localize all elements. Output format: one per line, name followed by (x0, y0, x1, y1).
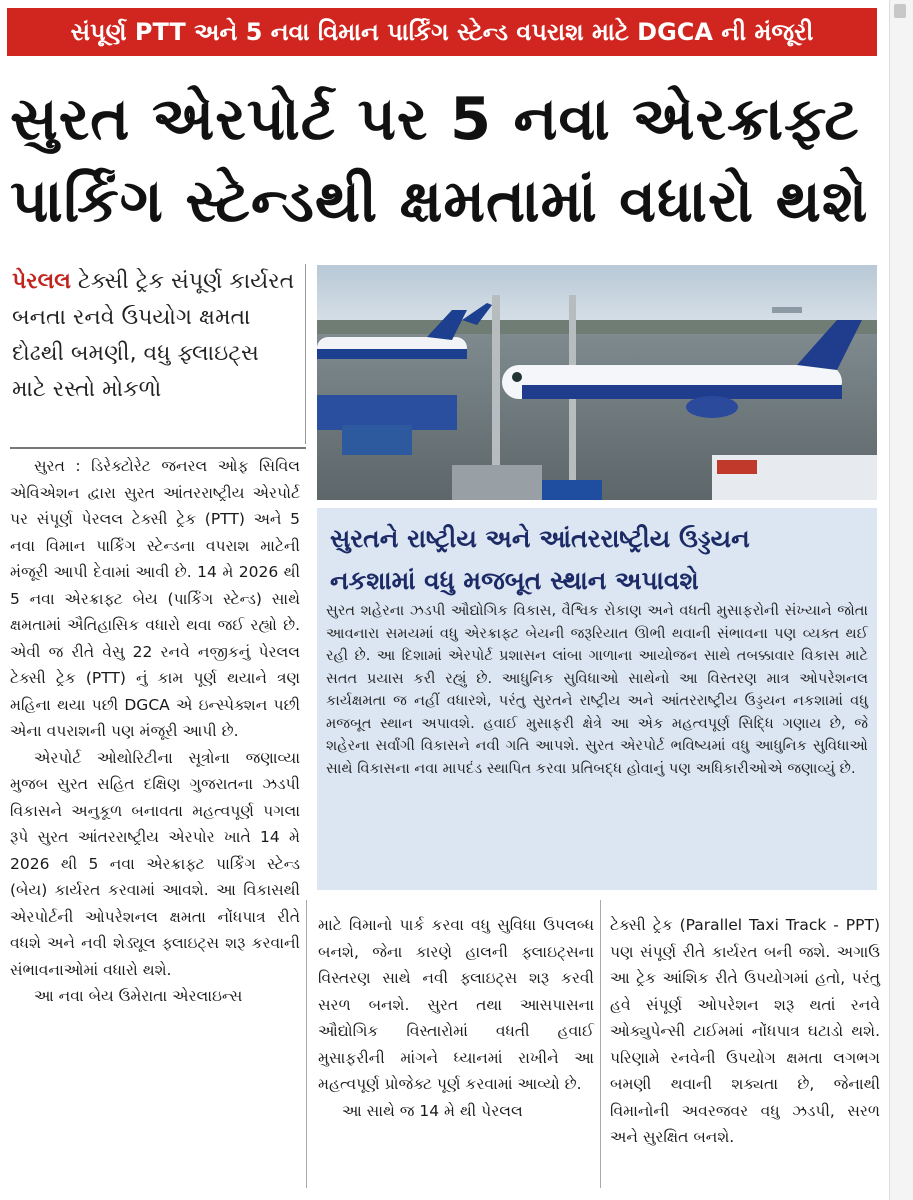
headline-line-2: પાર્કિંગ સ્ટેન્ડથી ક્ષમતામાં વધારો થશે (10, 166, 869, 235)
deck-lead-word: પેરલલ (12, 269, 71, 294)
body-paragraph: આ સાથે જ 14 મે થી પેરલલ (342, 1101, 523, 1120)
body-paragraph: માટે વિમાનો પાર્ક કરવા વધુ સુવિધા ઉપલબ્ધ બનશે, જેના કારણે હાલની ફ્લાઇટ્સના વિસ્તરણ સાથે નવી ફ્લાઇટ્સ શરૂ કરવી સરળ બનશે. સુરત તથા આસપાસના ઔદ્યોગિક વિસ્તારોમાં વધતી હવાઈ મુસાફરીની માંગને ધ્યાનમાં રાખીને આ મહત્વપૂર્ણ પ્રોજેક્ટ પૂર્ણ કરવામાં આવ્યો છે. (318, 916, 594, 1093)
box-text: સુરત શહેરના ઝડપી ઔદ્યોગિક વિકાસ, વૈશ્વિક રોકાણ અને વધતી મુસાફરોની સંખ્યાને જોતા આવનારા સમયમાં વધુ એરક્રાફ્ટ બેયની જરૂરિયાત ઊભી થવાની સંભાવના પણ વ્યક્ત થઈ રહી છે. આ દિશામાં એરપોર્ટ પ્રશાસન લાંબા ગાળાના આયોજન સાથે તબક્કાવાર વિકાસ માટે સતત પ્રયાસ કરી રહ્યું છે. આધુનિક સુવિધાઓ સાથેનો આ વિસ્તરણ માત્ર ઓપરેશનલ કાર્યક્ષમતા જ નહીં વધારશે, પરંતુ સુરતને રાષ્ટ્રીય અને આંતરરાષ્ટ્રીય ઉડ્ડયન નકશામાં વધુ મજબૂત સ્થાન અપાવશે. હવાઈ મુસાફરી ક્ષેત્રે આ એક મહત્વપૂર્ણ સિદ્ધિ ગણાય છે, જે શહેરના સર્વાંગી વિકાસને નવી ગતિ આપશે. સુરત એરપોર્ટ ભવિષ્યમાં વધુ આધુનિક સુવિધાઓ સાથે વિકાસના નવા માપદંડ સ્થાપિત કરવા પ્રતિબદ્ધ હોવાનું પણ અધિકારીઓએ જણાવ્યું છે. (326, 602, 868, 777)
column-divider (600, 900, 601, 1188)
body-paragraph: આ નવા બેય ઉમેરાતા એરલાઇન્સ (34, 987, 243, 1005)
deck-text: ટેક્સી ટ્રેક સંપૂર્ણ કાર્યરત બનતા રનવે ઉપયોગ ક્ષમતા દોઢથી બમણી, વધુ ફ્લાઇટ્સ માટે રસ્તો મોકળો (12, 269, 295, 402)
headline-line-1: સુરત એરપોર્ટ પર 5 નવા એરક્રાફ્ટ (10, 84, 860, 153)
body-paragraph: સુરત : ડિરેક્ટોરેટ જનરલ ઓફ સિવિલ એવિએશન દ્વારા સુરત આંતરરાષ્ટ્રીય એરપોર્ટ પર સંપૂર્ણ પેરલલ ટેક્સી ટ્રેક (PTT) અને 5 નવા વિમાન પાર્કિંગ સ્ટેન્ડના વપરાશ માટેની મંજૂરી આપી દેવામાં આવી છે. 14 મે 2026 થી 5 નવા એરક્રાફ્ટ બેય (પાર્કિંગ સ્ટેન્ડ) સાથે ક્ષમતામાં ઐતિહાસિક વધારો થવા જઈ રહ્યો છે. એવી જ રીતે વેસુ 22 રનવે નજીકનું પેરલલ ટેક્સી ટ્રેક (PTT) નું કામ પૂર્ણ થયાને ત્રણ મહિના થયા પછી DGCA એ ઇન્સ્પેક્શન પછી એના વપરાશની પણ મંજૂરી આપી છે. (10, 457, 300, 740)
deck-divider (305, 264, 306, 444)
headline (10, 78, 900, 242)
airport-apron-photo (317, 265, 877, 500)
body-paragraph: ટેક્સી ટ્રેક (Parallel Taxi Track - PPT) પણ સંપૂર્ણ રીતે કાર્યરત બની જશે. અગાઉ આ ટ્રેક આંશિક રીતે ઉપયોગમાં હતો, પરંતુ હવે સંપૂર્ણ ઓપરેશન શરૂ થતાં રનવે ઓક્યુપેન્સી ટાઈમમાં નોંધપાત્ર ઘટાડો થશે. પરિણામે રનવેની ઉપયોગ ક્ષમતા લગભગ બમણી થવાની શક્યતા છે, જેનાથી વિમાનોની અવરજવર વધુ ઝડપી, સરળ અને સુરક્ષિત બનશે. (610, 916, 880, 1146)
scrollbar[interactable] (889, 0, 913, 1200)
deck-bottom-rule (10, 447, 306, 449)
column-divider (306, 900, 307, 1188)
box-title-line-2: નકશામાં વધુ મજબૂત સ્થાન અપાવશે (330, 566, 699, 595)
box-title-line-1: સુરતને રાષ્ટ્રીય અને આંતરરાષ્ટ્રીય ઉડ્ડયન (330, 524, 750, 553)
scrollbar-thumb[interactable] (894, 4, 906, 18)
box-title (330, 518, 870, 602)
body-column-3 (610, 912, 880, 1151)
body-column-2 (318, 912, 594, 1124)
body-paragraph: એરપોર્ટ ઓથોરિટીના સૂત્રોના જણાવ્યા મુજબ સુરત સહિત દક્ષિણ ગુજરાતના ઝડપી વિકાસને અનુકૂળ બનાવતા મહત્વપૂર્ણ પગલા રૂપે સુરત આંતરરાષ્ટ્રીય એરપોર ખાતે 14 મે 2026 થી 5 નવા એરક્રાફ્ટ પાર્કિંગ સ્ટેન્ડ (બેય) કાર્યરત કરવામાં આવશે. આ વિકાસથી એરપોર્ટની ઓપરેશનલ ક્ષમતા નોંધપાત્ર રીતે વધશે અને નવી શેડ્યૂલ ફ્લાઇટ્સ શરૂ કરવાની સંભાવનાઓમાં વધારો થશે. (10, 748, 300, 979)
body-column-1 (10, 453, 300, 1010)
photo-illustration (317, 265, 877, 500)
kicker-banner: સંપૂર્ણ PTT અને 5 નવા વિમાન પાર્કિંગ સ્ટેન્ડ વપરાશ માટે DGCA ની મંજૂરી (7, 8, 877, 56)
deck-summary (12, 264, 297, 408)
